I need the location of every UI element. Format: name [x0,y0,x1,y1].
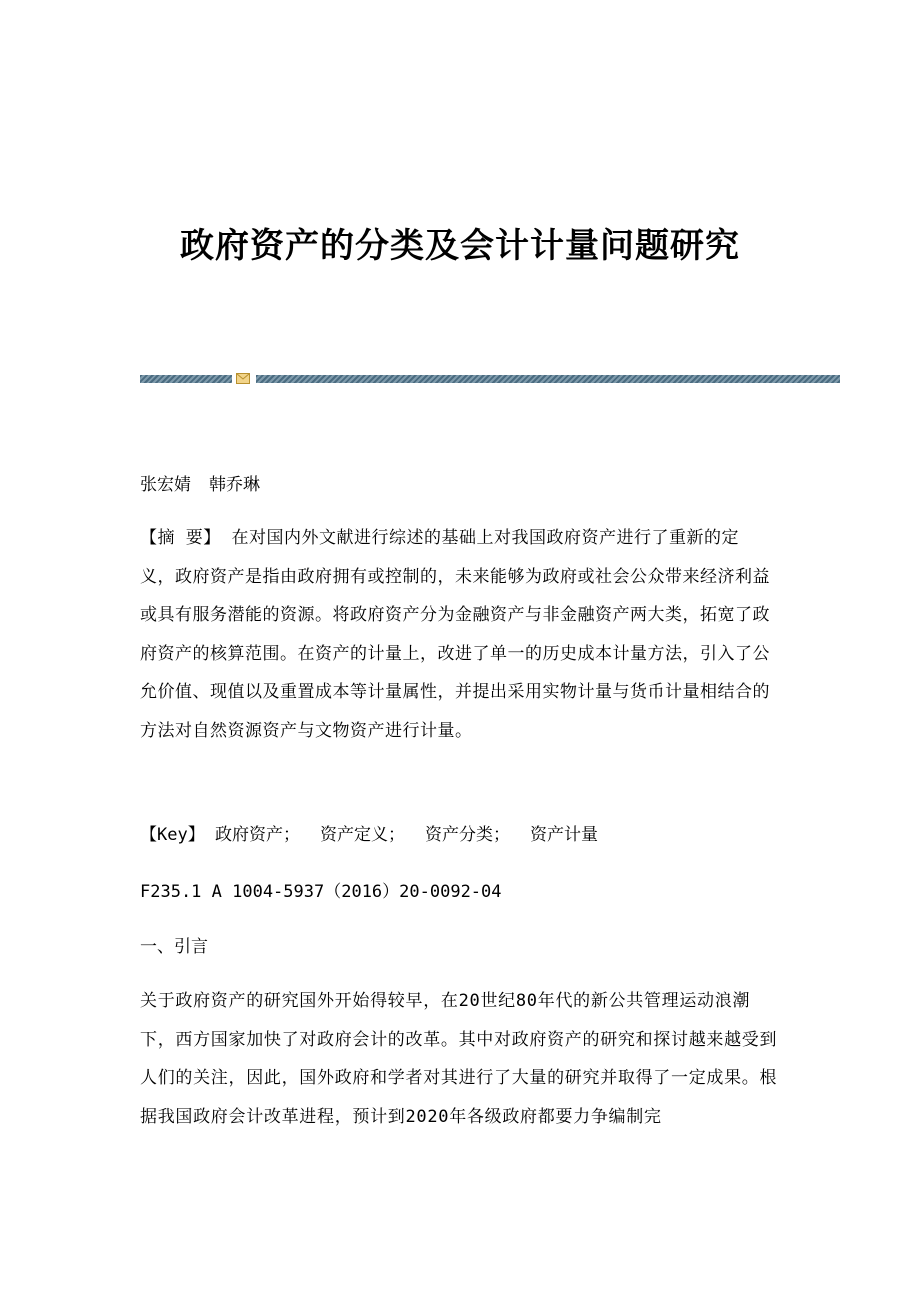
section-heading: 一、引言 [140,937,208,957]
author-name: 张宏婧 [140,475,191,495]
abstract-text: 在对国内外文献进行综述的基础上对我国政府资产进行了重新的定义，政府资产是指由政府拥有或控制的，未来能够为政府或社会公众带来经济利益或具有服务潜能的资源。将政府资产分为金融资产与非金融资产两大类，拓宽了政府资产的核算范围。在资产的计量上，改进了单一的历史成本计量方法，引入了公允价值、现值以及重置成本等计量属性，并提出采用实物计量与货币计量相结合的方法对自然资源资产与文物资产进行计量。 [140,528,770,741]
body-paragraph: 关于政府资产的研究国外开始得较早，在20世纪80年代的新公共管理运动浪潮下，西方国家加快了对政府会计的改革。其中对政府资产的研究和探讨越来越受到人们的关注，因此，国外政府和学者对其进行了大量的研究并取得了一定成果。根据我国政府会计改革进程，预计到2020年各级政府都要力争编制完 [140,991,778,1127]
divider-segment-right [256,375,840,383]
author-list [140,466,780,505]
keyword: 资产定义； [319,825,405,845]
keywords [140,816,780,855]
keyword: 资产分类； [424,825,510,845]
page-title: 政府资产的分类及会计计量问题研究 [180,226,740,266]
envelope-icon [236,373,250,384]
author-name: 韩乔琳 [209,475,260,495]
classification-number: F235.1 A 1004-5937（2016）20-0092-04 [140,882,502,902]
abstract-label: 【摘 要】 [140,528,221,548]
keyword: 政府资产； [214,825,300,845]
divider-segment-left [140,375,232,383]
title-divider [140,375,840,383]
abstract [140,519,772,750]
keyword: 资产计量 [529,825,598,845]
keywords-label: 【Key】 [140,825,205,845]
